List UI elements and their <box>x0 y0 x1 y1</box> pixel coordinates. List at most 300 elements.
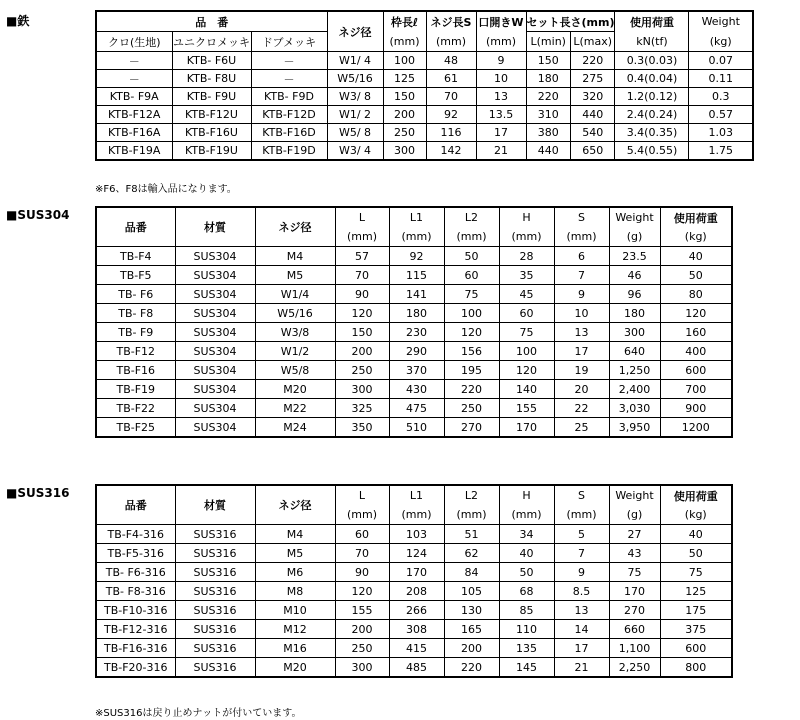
table-cell: 110 <box>499 620 554 639</box>
table-cell: TB- F9 <box>96 323 175 342</box>
table-cell: TB-F25 <box>96 418 175 438</box>
table-cell: 250 <box>383 124 426 142</box>
table-cell: KTB- F9A <box>96 88 172 106</box>
table-row <box>96 525 732 544</box>
table-cell: 92 <box>426 106 476 124</box>
table-cell: KTB-F16A <box>96 124 172 142</box>
section-label-sus316: ■SUS316 <box>6 486 70 500</box>
table-cell: TB-F16 <box>96 361 175 380</box>
header-load-unit: (kg) <box>660 227 732 247</box>
table-cell: KTB-F16U <box>172 124 251 142</box>
table-cell: 320 <box>570 88 615 106</box>
header-set-min: L(min) <box>526 32 570 52</box>
table-cell: 220 <box>526 88 570 106</box>
table-cell: － <box>251 70 327 88</box>
table-cell: 270 <box>444 418 499 438</box>
table-row <box>96 142 753 161</box>
table-cell: 250 <box>444 399 499 418</box>
table-cell: KTB-F12U <box>172 106 251 124</box>
header-L1-unit: (mm) <box>389 505 444 525</box>
table-cell: 70 <box>335 266 389 285</box>
table-cell: 35 <box>499 266 554 285</box>
table-cell: 300 <box>383 142 426 161</box>
table-cell: 100 <box>499 342 554 361</box>
table-row <box>96 361 732 380</box>
table-cell: SUS316 <box>175 525 255 544</box>
table-cell: W1/2 <box>255 342 335 361</box>
table-cell: W5/16 <box>327 70 383 88</box>
table-cell: SUS304 <box>175 266 255 285</box>
table-cell: 275 <box>570 70 615 88</box>
table-cell: 84 <box>444 563 499 582</box>
table-cell: W5/ 8 <box>327 124 383 142</box>
table-cell: 250 <box>335 361 389 380</box>
table-cell: SUS304 <box>175 304 255 323</box>
table-row <box>96 620 732 639</box>
table-cell: 120 <box>335 304 389 323</box>
table-cell: 9 <box>554 285 609 304</box>
table-cell: KTB-F16D <box>251 124 327 142</box>
table-cell: 220 <box>444 658 499 678</box>
table-cell: 170 <box>609 582 660 601</box>
table-cell: 90 <box>335 285 389 304</box>
header-H-unit: (mm) <box>499 505 554 525</box>
table-cell: 85 <box>499 601 554 620</box>
table-cell: TB-F4-316 <box>96 525 175 544</box>
table-cell: 13 <box>554 601 609 620</box>
table-cell: W1/4 <box>255 285 335 304</box>
table-cell: 220 <box>444 380 499 399</box>
table-cell: 160 <box>660 323 732 342</box>
header-load: 使用荷重 <box>660 207 732 227</box>
header-L1-unit: (mm) <box>389 227 444 247</box>
table-cell: 96 <box>609 285 660 304</box>
table-cell: KTB- F8U <box>172 70 251 88</box>
table-cell: SUS304 <box>175 418 255 438</box>
table-cell: 475 <box>389 399 444 418</box>
table-cell: 310 <box>526 106 570 124</box>
header-S-unit: (mm) <box>554 505 609 525</box>
table-row <box>96 88 753 106</box>
table-cell: 17 <box>554 639 609 658</box>
table-cell: － <box>96 70 172 88</box>
table-cell: 135 <box>499 639 554 658</box>
header-weight: Weight <box>609 485 660 505</box>
table-cell: 2,400 <box>609 380 660 399</box>
table-cell: 165 <box>444 620 499 639</box>
table-cell: TB-F22 <box>96 399 175 418</box>
table-cell: 600 <box>660 361 732 380</box>
table-cell: 3,950 <box>609 418 660 438</box>
table-cell: M6 <box>255 563 335 582</box>
table-cell: M5 <box>255 266 335 285</box>
table-cell: 13 <box>476 88 526 106</box>
table-cell: 1.2(0.12) <box>615 88 689 106</box>
table-cell: 7 <box>554 266 609 285</box>
table-cell: SUS316 <box>175 544 255 563</box>
table-cell: 140 <box>499 380 554 399</box>
table-cell: 100 <box>444 304 499 323</box>
header-L-unit: (mm) <box>335 505 389 525</box>
table-cell: 5.4(0.55) <box>615 142 689 161</box>
table-cell: 0.07 <box>689 52 753 70</box>
table-cell: TB-F12 <box>96 342 175 361</box>
table-cell: W3/ 4 <box>327 142 383 161</box>
section-label-iron: ■鉄 <box>6 14 30 28</box>
header-H: H <box>499 485 554 505</box>
sus304-spec-table <box>95 206 733 438</box>
table-row <box>96 323 732 342</box>
table-cell: 300 <box>609 323 660 342</box>
header-weight: Weight <box>689 11 753 32</box>
table-cell: 3,030 <box>609 399 660 418</box>
table-cell: KTB- F9D <box>251 88 327 106</box>
header-weight: Weight <box>609 207 660 227</box>
table-cell: TB- F8-316 <box>96 582 175 601</box>
table-row <box>96 124 753 142</box>
header-load-unit: (kg) <box>660 505 732 525</box>
table-cell: 200 <box>335 342 389 361</box>
table-cell: 170 <box>389 563 444 582</box>
table-cell: 51 <box>444 525 499 544</box>
table-cell: 70 <box>426 88 476 106</box>
header-material: 材質 <box>175 207 255 247</box>
table-cell: 62 <box>444 544 499 563</box>
table-cell: 150 <box>335 323 389 342</box>
table-cell: 0.3(0.03) <box>615 52 689 70</box>
table-cell: M20 <box>255 380 335 399</box>
table-row <box>96 418 732 438</box>
table-cell: 75 <box>444 285 499 304</box>
header-set-max: L(max) <box>570 32 615 52</box>
table-cell: 40 <box>499 544 554 563</box>
table-cell: 23.5 <box>609 247 660 266</box>
table-cell: 200 <box>383 106 426 124</box>
table-cell: 120 <box>444 323 499 342</box>
table-cell: TB-F5 <box>96 266 175 285</box>
header-L1: L1 <box>389 485 444 505</box>
header-H-unit: (mm) <box>499 227 554 247</box>
table-cell: 440 <box>526 142 570 161</box>
table-cell: 170 <box>499 418 554 438</box>
table-cell: TB-F19 <box>96 380 175 399</box>
table-cell: M10 <box>255 601 335 620</box>
header-screw-len: ネジ長S <box>426 11 476 32</box>
table-cell: 27 <box>609 525 660 544</box>
table-row <box>96 106 753 124</box>
table-cell: TB-F12-316 <box>96 620 175 639</box>
table-cell: 380 <box>526 124 570 142</box>
header-L: L <box>335 207 389 227</box>
table-row <box>96 563 732 582</box>
sus316-spec-table <box>95 484 733 678</box>
table-cell: 75 <box>660 563 732 582</box>
table-row <box>96 658 732 678</box>
header-L2-unit: (mm) <box>444 505 499 525</box>
sus316-table-body <box>96 525 732 678</box>
table-cell: 640 <box>609 342 660 361</box>
table-cell: 1,100 <box>609 639 660 658</box>
table-row <box>96 285 732 304</box>
table-cell: 10 <box>554 304 609 323</box>
table-cell: M4 <box>255 525 335 544</box>
table-cell: 430 <box>389 380 444 399</box>
table-cell: M16 <box>255 639 335 658</box>
table-cell: 540 <box>570 124 615 142</box>
table-cell: 90 <box>335 563 389 582</box>
table-cell: M24 <box>255 418 335 438</box>
iron-table-body <box>96 52 753 161</box>
table-cell: SUS304 <box>175 361 255 380</box>
table-cell: SUS316 <box>175 601 255 620</box>
table-cell: KTB-F19A <box>96 142 172 161</box>
header-L1: L1 <box>389 207 444 227</box>
table-cell: 150 <box>526 52 570 70</box>
table-cell: 145 <box>499 658 554 678</box>
table-cell: SUS316 <box>175 639 255 658</box>
table-cell: 440 <box>570 106 615 124</box>
table-cell: 57 <box>335 247 389 266</box>
table-cell: 115 <box>389 266 444 285</box>
table-row <box>96 582 732 601</box>
table-cell: 105 <box>444 582 499 601</box>
table-cell: 900 <box>660 399 732 418</box>
table-cell: 40 <box>660 525 732 544</box>
table-cell: 130 <box>444 601 499 620</box>
header-frame-len: 枠長ℓ <box>383 11 426 32</box>
table-cell: TB-F10-316 <box>96 601 175 620</box>
table-cell: 17 <box>476 124 526 142</box>
table-row <box>96 247 732 266</box>
table-cell: TB-F5-316 <box>96 544 175 563</box>
table-cell: TB-F16-316 <box>96 639 175 658</box>
table-cell: 180 <box>609 304 660 323</box>
header-S: S <box>554 207 609 227</box>
header-part-no: 品 番 <box>96 11 327 32</box>
table-cell: 50 <box>660 266 732 285</box>
header-material: 材質 <box>175 485 255 525</box>
table-cell: 180 <box>389 304 444 323</box>
table-cell: 700 <box>660 380 732 399</box>
table-row <box>96 399 732 418</box>
table-cell: 60 <box>444 266 499 285</box>
table-cell: 120 <box>335 582 389 601</box>
table-cell: 6 <box>554 247 609 266</box>
table-cell: 125 <box>660 582 732 601</box>
header-opening-unit: (mm) <box>476 32 526 52</box>
header-L-unit: (mm) <box>335 227 389 247</box>
table-cell: 350 <box>335 418 389 438</box>
table-cell: 28 <box>499 247 554 266</box>
table-cell: 13.5 <box>476 106 526 124</box>
table-row <box>96 70 753 88</box>
table-cell: 3.4(0.35) <box>615 124 689 142</box>
header-part-no: 品番 <box>96 207 175 247</box>
table-cell: SUS316 <box>175 563 255 582</box>
header-part-no: 品番 <box>96 485 175 525</box>
table-cell: M22 <box>255 399 335 418</box>
table-cell: － <box>251 52 327 70</box>
header-load: 使用荷重 <box>615 11 689 32</box>
table-cell: 155 <box>335 601 389 620</box>
table-cell: M8 <box>255 582 335 601</box>
table-cell: 1.03 <box>689 124 753 142</box>
table-cell: 17 <box>554 342 609 361</box>
table-cell: 61 <box>426 70 476 88</box>
table-row <box>96 544 732 563</box>
table-cell: SUS316 <box>175 658 255 678</box>
header-screw: ネジ径 <box>255 485 335 525</box>
table-cell: 370 <box>389 361 444 380</box>
table-cell: 400 <box>660 342 732 361</box>
iron-note: ※F6、F8は輸入品になります。 <box>95 184 237 195</box>
table-cell: W3/8 <box>255 323 335 342</box>
table-cell: W1/ 4 <box>327 52 383 70</box>
table-cell: 0.11 <box>689 70 753 88</box>
table-cell: KTB-F19U <box>172 142 251 161</box>
table-cell: SUS304 <box>175 380 255 399</box>
table-cell: 600 <box>660 639 732 658</box>
table-cell: W5/16 <box>255 304 335 323</box>
table-cell: 250 <box>335 639 389 658</box>
table-cell: W3/ 8 <box>327 88 383 106</box>
table-cell: 195 <box>444 361 499 380</box>
table-cell: 142 <box>426 142 476 161</box>
table-cell: 13 <box>554 323 609 342</box>
table-cell: SUS304 <box>175 285 255 304</box>
table-cell: 46 <box>609 266 660 285</box>
table-row <box>96 52 753 70</box>
table-cell: 9 <box>554 563 609 582</box>
header-sub-dip: ドブメッキ <box>251 32 327 52</box>
table-cell: 21 <box>554 658 609 678</box>
table-row <box>96 266 732 285</box>
table-cell: SUS304 <box>175 342 255 361</box>
table-cell: 2.4(0.24) <box>615 106 689 124</box>
table-cell: 175 <box>660 601 732 620</box>
table-cell: 141 <box>389 285 444 304</box>
table-cell: 0.4(0.04) <box>615 70 689 88</box>
table-cell: 266 <box>389 601 444 620</box>
table-cell: 200 <box>444 639 499 658</box>
table-cell: KTB-F12D <box>251 106 327 124</box>
header-weight-unit: (g) <box>609 505 660 525</box>
header-weight-unit: (kg) <box>689 32 753 52</box>
table-cell: － <box>96 52 172 70</box>
table-cell: SUS304 <box>175 247 255 266</box>
sus316-note: ※SUS316は戻り止めナットが付いています。 <box>95 708 302 719</box>
table-cell: 125 <box>383 70 426 88</box>
table-cell: KTB- F9U <box>172 88 251 106</box>
table-cell: 1,250 <box>609 361 660 380</box>
table-cell: 100 <box>383 52 426 70</box>
header-load-unit: kN(tf) <box>615 32 689 52</box>
table-cell: 8.5 <box>554 582 609 601</box>
table-cell: 156 <box>444 342 499 361</box>
table-cell: 10 <box>476 70 526 88</box>
table-cell: 60 <box>335 525 389 544</box>
table-cell: TB- F8 <box>96 304 175 323</box>
table-cell: 180 <box>526 70 570 88</box>
header-opening: 口開きW <box>476 11 526 32</box>
table-cell: 14 <box>554 620 609 639</box>
table-cell: 290 <box>389 342 444 361</box>
table-cell: SUS304 <box>175 399 255 418</box>
table-cell: 7 <box>554 544 609 563</box>
table-cell: 40 <box>660 247 732 266</box>
table-cell: 270 <box>609 601 660 620</box>
table-cell: 68 <box>499 582 554 601</box>
table-cell: 650 <box>570 142 615 161</box>
table-cell: 208 <box>389 582 444 601</box>
header-screw-len-unit: (mm) <box>426 32 476 52</box>
table-cell: W5/8 <box>255 361 335 380</box>
header-L2-unit: (mm) <box>444 227 499 247</box>
table-cell: 230 <box>389 323 444 342</box>
table-cell: TB- F6 <box>96 285 175 304</box>
header-L2: L2 <box>444 207 499 227</box>
table-cell: 150 <box>383 88 426 106</box>
table-cell: M5 <box>255 544 335 563</box>
table-cell: 308 <box>389 620 444 639</box>
table-cell: 1200 <box>660 418 732 438</box>
table-cell: 103 <box>389 525 444 544</box>
header-sub-unichrome: ユニクロメッキ <box>172 32 251 52</box>
header-screw: ネジ径 <box>327 11 383 52</box>
table-cell: 300 <box>335 658 389 678</box>
header-H: H <box>499 207 554 227</box>
table-cell: SUS316 <box>175 620 255 639</box>
table-row <box>96 601 732 620</box>
table-cell: KTB-F19D <box>251 142 327 161</box>
table-cell: 20 <box>554 380 609 399</box>
table-cell: 660 <box>609 620 660 639</box>
table-cell: 200 <box>335 620 389 639</box>
table-row <box>96 304 732 323</box>
header-weight-unit: (g) <box>609 227 660 247</box>
table-cell: 120 <box>660 304 732 323</box>
header-screw: ネジ径 <box>255 207 335 247</box>
table-cell: 45 <box>499 285 554 304</box>
header-set-len: セット長さ(mm) <box>526 11 615 32</box>
table-cell: 22 <box>554 399 609 418</box>
header-load: 使用荷重 <box>660 485 732 505</box>
table-cell: TB- F6-316 <box>96 563 175 582</box>
table-cell: M12 <box>255 620 335 639</box>
table-cell: SUS316 <box>175 582 255 601</box>
table-cell: 75 <box>609 563 660 582</box>
table-cell: 43 <box>609 544 660 563</box>
table-cell: 80 <box>660 285 732 304</box>
table-cell: 50 <box>660 544 732 563</box>
table-cell: 75 <box>499 323 554 342</box>
table-cell: 5 <box>554 525 609 544</box>
table-cell: 48 <box>426 52 476 70</box>
table-cell: 510 <box>389 418 444 438</box>
table-cell: 325 <box>335 399 389 418</box>
table-cell: TB-F4 <box>96 247 175 266</box>
table-cell: 50 <box>499 563 554 582</box>
table-cell: 300 <box>335 380 389 399</box>
table-cell: 375 <box>660 620 732 639</box>
header-S: S <box>554 485 609 505</box>
table-cell: 9 <box>476 52 526 70</box>
header-S-unit: (mm) <box>554 227 609 247</box>
table-cell: 120 <box>499 361 554 380</box>
table-cell: 800 <box>660 658 732 678</box>
table-cell: 415 <box>389 639 444 658</box>
table-cell: TB-F20-316 <box>96 658 175 678</box>
